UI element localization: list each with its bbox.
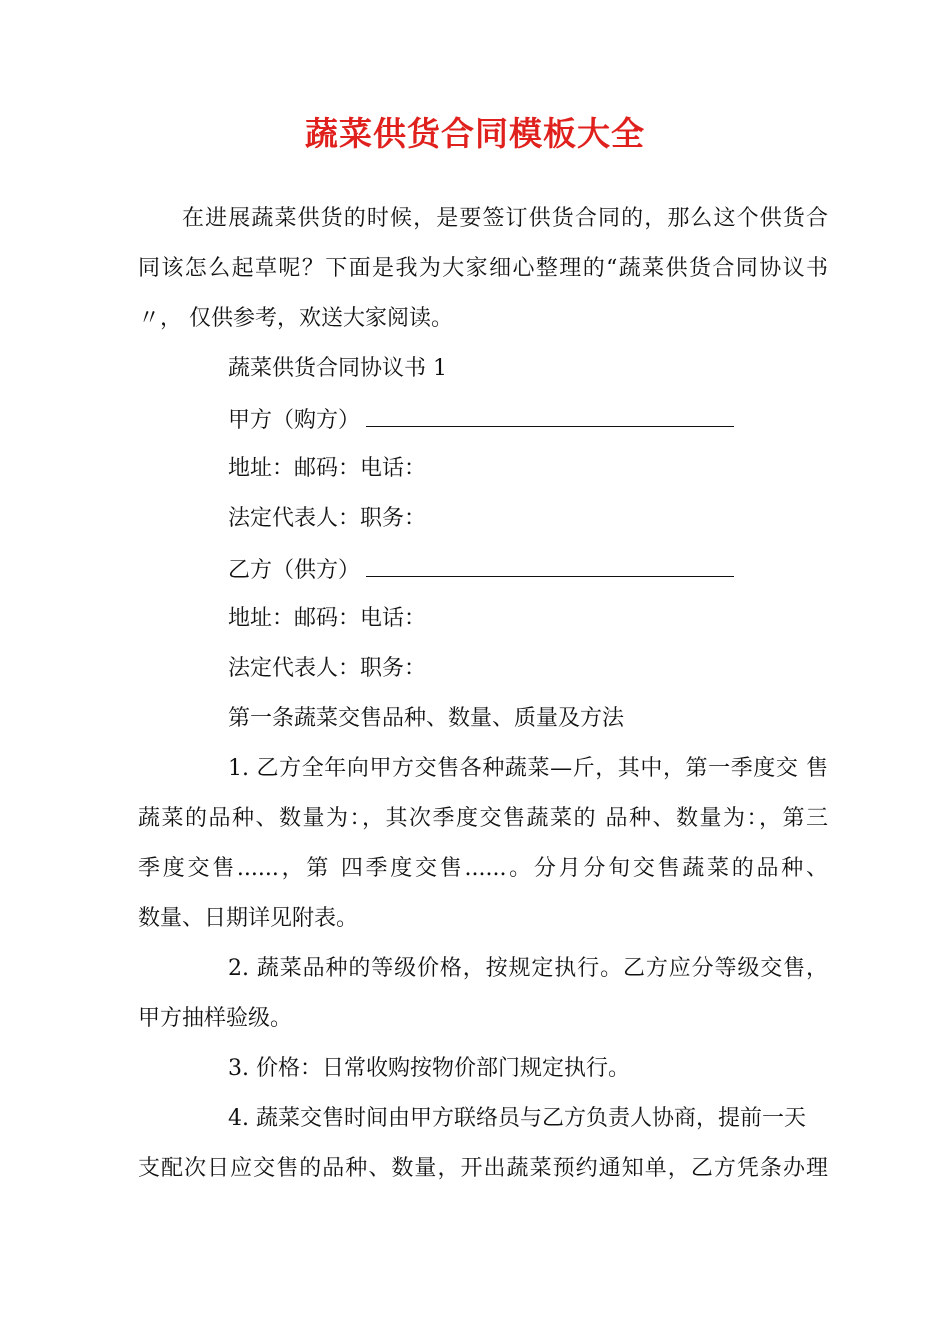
party-a-label: 甲方（购方） [228, 408, 361, 433]
contract-heading: 蔬菜供货合同协议书 1 [228, 356, 447, 381]
clause-4-line-2: 支配次日应交售的品种、数量，开出蔬菜预约通知单，乙方凭条办理 [138, 1156, 828, 1181]
clause-1-line-3: 季度交售......，第 四季度交售......。分月分旬交售蔬菜的品种、 [138, 856, 828, 881]
party-a-blank [366, 404, 734, 427]
party-b-label: 乙方（供方） [228, 558, 361, 583]
clause-1-line-2: 蔬菜的品种、数量为：，其次季度交售蔬菜的 品种、数量为：，第三 [138, 806, 828, 831]
clause-2-line-2: 甲方抽样验级。 [138, 1006, 293, 1031]
party-b-blank [366, 554, 734, 577]
party-b-line [228, 554, 734, 586]
document-title: 蔬菜供货合同模板大全 [305, 114, 645, 153]
party-a-address: 地址：邮码：电话： [228, 456, 427, 481]
party-b-rep: 法定代表人：职务： [228, 656, 427, 681]
party-a-line [228, 404, 734, 436]
intro-line-3: 〃， 仅供参考，欢送大家阅读。 [138, 306, 453, 331]
intro-line-1: 在进展蔬菜供货的时候，是要签订供货合同的，那么这个供货合 [182, 206, 828, 231]
party-b-address: 地址：邮码：电话： [228, 606, 427, 631]
party-a-rep: 法定代表人：职务： [228, 506, 427, 531]
article-1-heading: 第一条蔬菜交售品种、数量、质量及方法 [228, 706, 625, 731]
intro-line-2: 同该怎么起草呢？下面是我为大家细心整理的“蔬菜供货合同协议书 [138, 256, 828, 281]
clause-1-line-4: 数量、日期详见附表。 [138, 906, 359, 931]
clause-4-line-1: 4. 蔬菜交售时间由甲方联络员与乙方负责人协商，提前一天 [228, 1106, 806, 1131]
clause-1-line-1: 1. 乙方全年向甲方交售各种蔬菜—斤，其中，第一季度交 售 [228, 756, 828, 781]
clause-2-line-1: 2. 蔬菜品种的等级价格，按规定执行。乙方应分等级交售， [228, 956, 828, 981]
clause-3: 3. 价格：日常收购按物价部门规定执行。 [228, 1056, 630, 1081]
